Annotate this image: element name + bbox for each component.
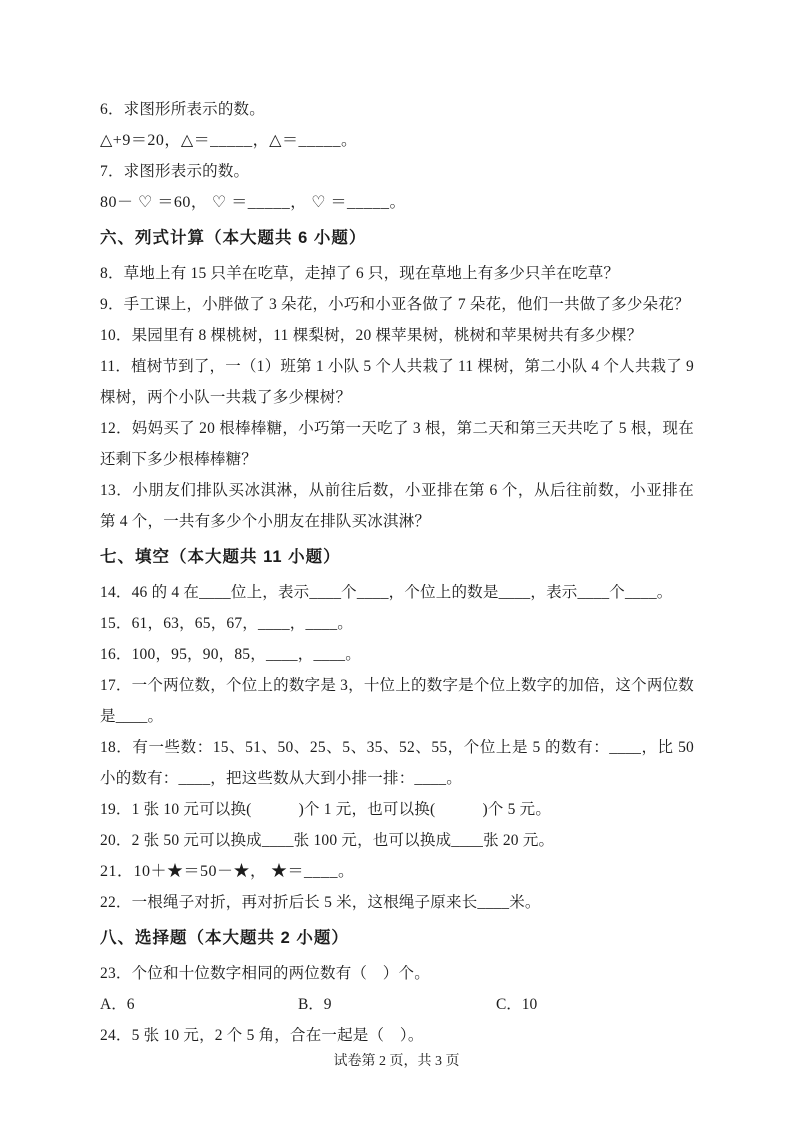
question-16: 16．100，95，90，85，____，____。 (100, 646, 361, 663)
choice-b: B．9 (297, 996, 332, 1013)
question-6-equation: △+9＝20，△＝_____，△＝_____。 (100, 132, 358, 149)
question-10: 10．果园里有 8 棵桃树，11 棵梨树，20 棵苹果树，桃树和苹果树共有多少棵？ (100, 327, 643, 344)
question-15: 15．61，63，65，67，____，____。 (100, 615, 354, 632)
question-24: 24．5 张 10 元，2 个 5 角，合在一起是（ ）。 (100, 1027, 424, 1044)
question-7: 7．求图形表示的数。 (100, 163, 250, 180)
question-8: 8．草地上有 15 只羊在吃草，走掉了 6 只，现在草地上有多少只羊在吃草？ (100, 265, 620, 282)
question-23-choices (100, 989, 694, 1020)
choice-c: C．10 (495, 996, 538, 1013)
question-22: 22．一根绳子对折，再对折后长 5 米，这根绳子原来长____米。 (100, 894, 541, 911)
question-11: 11．植树节到了，一（1）班第 1 小队 5 个人共栽了 11 棵树，第二小队 4 个人共栽了 9 棵树，两个小队一共栽了多少棵树？ (100, 358, 699, 406)
section-6-title: 六、列式计算（本大题共 6 小题） (100, 229, 367, 247)
section-7-title: 七、填空（本大题共 11 小题） (100, 548, 341, 566)
question-18: 18．有一些数：15、51、50、25、5、35、52、55，个位上是 5 的数有：____，比 50 小的数有：____，把这些数从大到小排一排：____。 (100, 739, 699, 787)
question-12: 12．妈妈买了 20 根棒棒糖，小巧第一天吃了 3 根，第二天和第三天共吃了 5 根，现在还剩下多少根棒棒糖？ (100, 420, 694, 468)
question-17: 17．一个两位数，个位上的数字是 3，十位上的数字是个位上数字的加倍，这个两位数是____。 (100, 677, 694, 725)
question-14: 14．46 的 4 在____位上，表示____个____，个位上的数是____，表示____个____。 (100, 584, 673, 601)
question-9: 9．手工课上，小胖做了 3 朵花，小巧和小亚各做了 7 朵花，他们一共做了多少朵花？ (100, 296, 690, 313)
question-20: 20．2 张 50 元可以换成____张 100 元，也可以换成____张 20 元。 (100, 832, 555, 849)
question-7-equation: 80－ ♡ ＝60， ♡ ＝_____， ♡ ＝_____。 (100, 194, 407, 211)
page-footer: 试卷第 2 页，共 3 页 (333, 1054, 460, 1069)
question-19: 19．1 张 10 元可以换( )个 1 元，也可以换( )个 5 元。 (100, 801, 552, 818)
exam-content (100, 94, 699, 1051)
choice-a: A．6 (100, 996, 135, 1013)
question-23: 23．个位和十位数字相同的两位数有（ ）个。 (100, 965, 430, 982)
question-21: 21．10＋★＝50－★， ★＝____。 (100, 863, 355, 880)
question-6: 6．求图形所表示的数。 (100, 101, 265, 118)
section-8-title: 八、选择题（本大题共 2 小题） (100, 929, 349, 947)
question-13: 13．小朋友们排队买冰淇淋，从前往后数，小亚排在第 6 个，从后往前数，小亚排在第 4 个，一共有多少个小朋友在排队买冰淇淋？ (100, 482, 694, 530)
